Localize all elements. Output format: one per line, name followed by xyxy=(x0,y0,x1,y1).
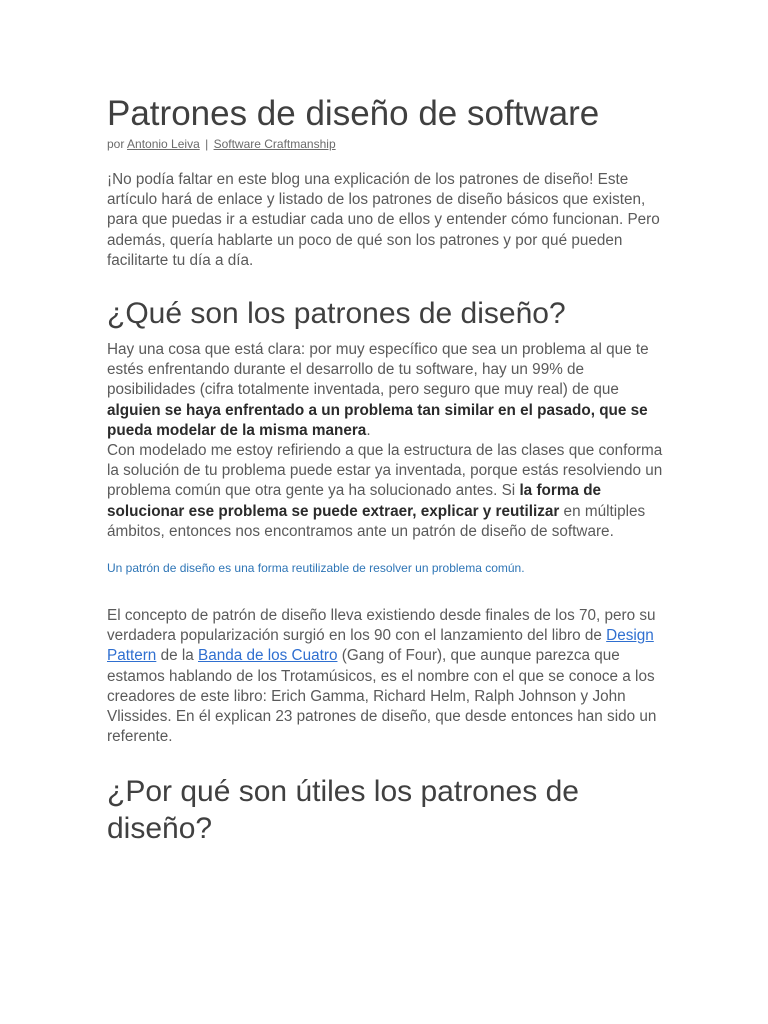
category-link[interactable]: Software Craftmanship xyxy=(213,137,336,151)
paragraph-modeling-bold: la forma de solucionar ese problema se puede extraer, explicar y reutilizar xyxy=(107,482,602,520)
paragraph-concept-end: (Gang of Four), que aunque parezca que estamos hablando de los Trotamúsicos, es el nombre con el que se conoce a los creadores de este libro: Erich Gamma, Richard Helm, Ralph Johnson y John Vlissides. En él explican 23 patrones de diseño, que desde entonces han sido un referente. xyxy=(107,647,657,746)
article xyxy=(107,92,667,847)
author-link[interactable]: Antonio Leiva xyxy=(127,137,200,151)
paragraph-problem-bold: alguien se haya enfrentado a un problema tan similar en el pasado, que se pueda modelar de la misma manera xyxy=(107,401,648,439)
byline-separator: | xyxy=(205,137,209,151)
paragraph-modeling xyxy=(107,441,667,542)
section-heading-why: ¿Por qué son útiles los patrones de diseño? xyxy=(107,775,579,846)
section-heading-what: ¿Qué son los patrones de diseño? xyxy=(107,297,566,331)
paragraph-concept-mid: de la xyxy=(156,647,198,665)
paragraph-problem-start: Hay una cosa que está clara: por muy específico que sea un problema al que te estés enfrentando durante el desarrollo de tu software, hay un 99% de posibilidades (cifra totalmente inventada, pero seguro que muy real) de que xyxy=(107,341,649,399)
design-pattern-link[interactable]: Design Pattern xyxy=(107,627,654,665)
page-title: Patrones de diseño de software xyxy=(107,94,600,133)
paragraph-concept-start: El concepto de patrón de diseño lleva existiendo desde finales de los 70, pero su verdadera popularización surgió en los 90 con el lanzamiento del libro de xyxy=(107,607,656,645)
paragraph-modeling-start: Con modelado me estoy refiriendo a que la estructura de las clases que conforma la solución de tu problema puede estar ya inventada, porque estás resolviendo un problema común que otra gente ya ha solucionado antes. Si xyxy=(107,442,663,500)
byline-prefix: por xyxy=(107,137,125,151)
intro-paragraph: ¡No podía faltar en este blog una explicación de los patrones de diseño! Este artículo hará de enlace y listado de los patrones de diseño básicos que existen, para que puedas ir a estudiar cada uno de ellos y entender cómo funcionan. Pero además, quería hablarte un poco de qué son los patrones y por qué pueden facilitarte tu día a día. xyxy=(107,171,660,269)
gang-of-four-link[interactable]: Banda de los Cuatro xyxy=(198,647,338,665)
byline xyxy=(107,136,667,152)
pull-quote: Un patrón de diseño es una forma reutilizable de resolver un problema común. xyxy=(107,561,525,576)
paragraph-modeling-end: en múltiples ámbitos, entonces nos encontramos ante un patrón de diseño de software. xyxy=(107,502,646,540)
paragraph-problem xyxy=(107,340,667,441)
paragraph-problem-end: . xyxy=(366,421,371,439)
paragraph-concept xyxy=(107,606,667,747)
